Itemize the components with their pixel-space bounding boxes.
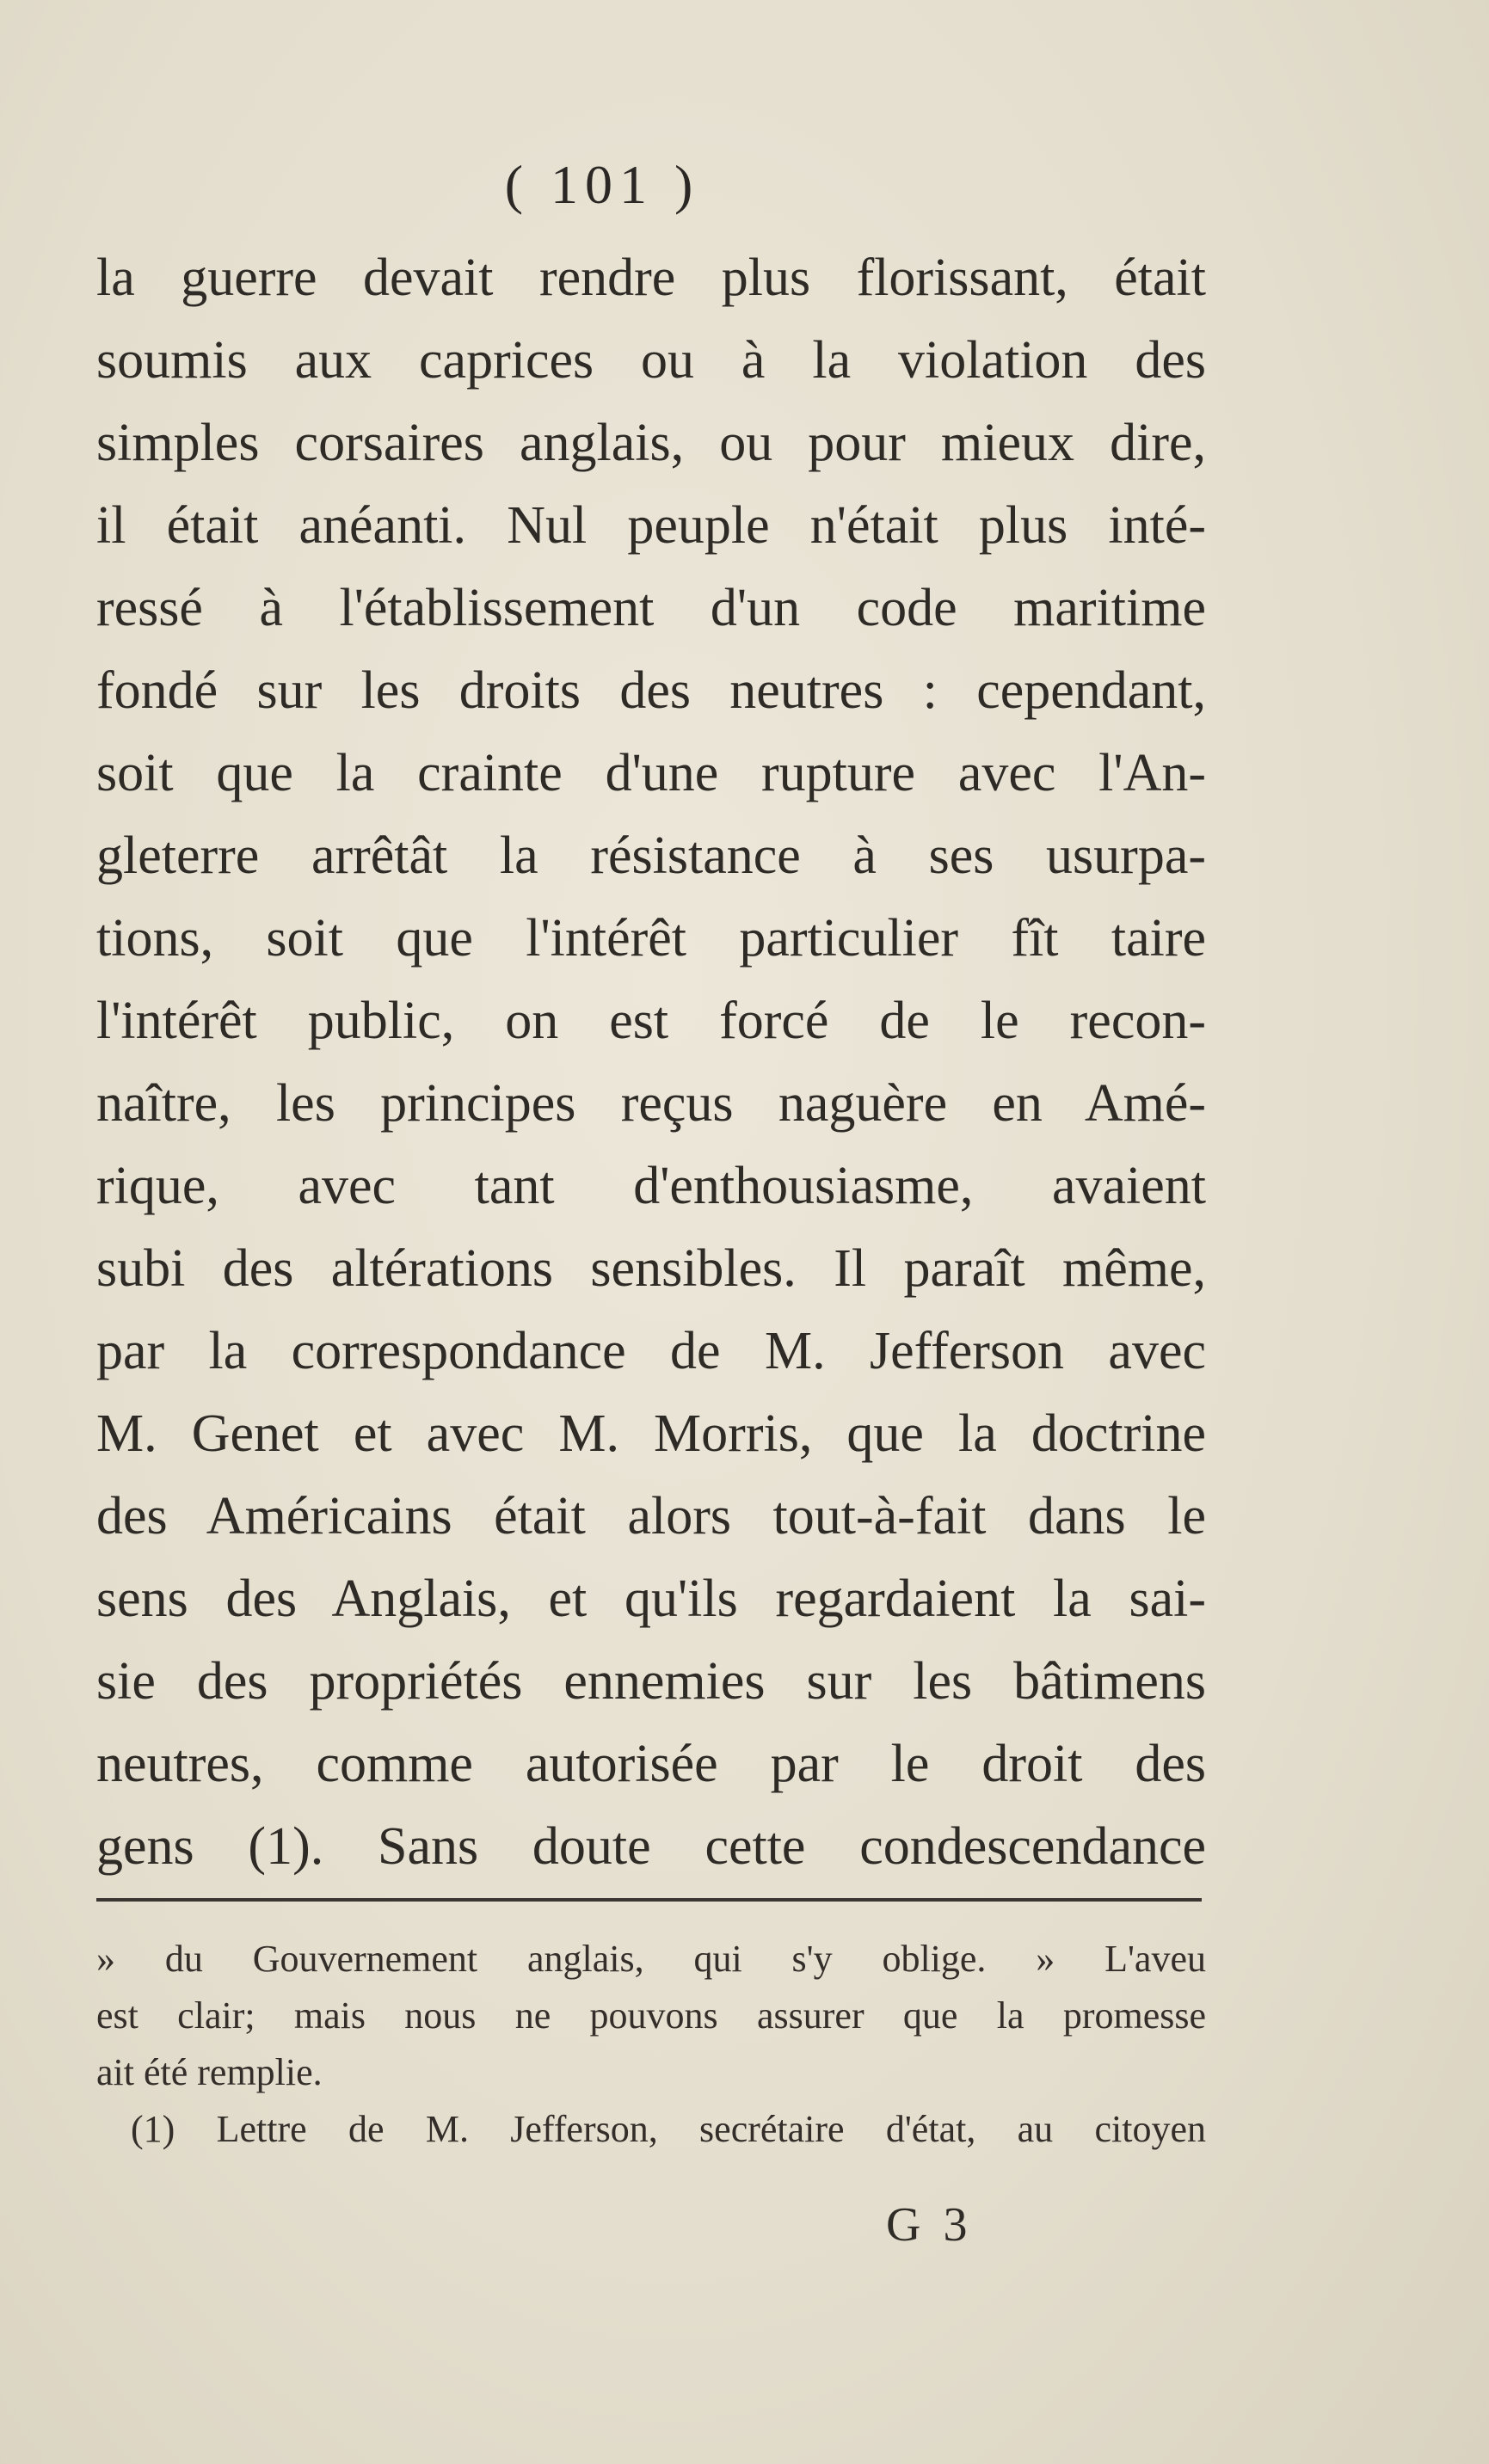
page-number-header: ( 101 ) [504, 154, 700, 215]
text-line: rique, avec tant d'enthousiasme, avaient [96, 1157, 1206, 1215]
text-line: des Américains était alors tout-à-fait dans le [96, 1487, 1206, 1545]
text-line: ressé à l'établissement d'un code maritime [96, 579, 1206, 637]
footnote-line: (1) Lettre de M. Jefferson, secrétaire d'état, au citoyen [131, 2108, 1206, 2150]
footnotes [96, 1931, 1206, 2158]
text-line: par la correspondance de M. Jefferson avec [96, 1322, 1206, 1380]
text-line: fondé sur les droits des neutres : cependant, [96, 661, 1206, 720]
text-line: soumis aux caprices ou à la violation des [96, 331, 1206, 390]
text-line: sie des propriétés ennemies sur les bâtimens [96, 1652, 1206, 1711]
text-line: naître, les principes reçus naguère en Amé- [96, 1074, 1206, 1133]
footnote-line: » du Gouvernement anglais, qui s'y oblige. » L'aveu [96, 1938, 1206, 1980]
text-line: subi des altérations sensibles. Il paraît même, [96, 1239, 1206, 1298]
text-line: la guerre devait rendre plus florissant, était [96, 249, 1206, 307]
text-line: neutres, comme autorisée par le droit des [96, 1735, 1206, 1793]
body-text [96, 237, 1206, 1888]
text-line: soit que la crainte d'une rupture avec l'An- [96, 744, 1206, 802]
text-line: sens des Anglais, et qu'ils regardaient la sai- [96, 1570, 1206, 1628]
text-line: simples corsaires anglais, ou pour mieux dire, [96, 414, 1206, 472]
text-line: gleterre arrêtât la résistance à ses usurpa- [96, 826, 1206, 885]
text-line: l'intérêt public, on est forcé de le recon- [96, 992, 1206, 1050]
text-line: gens (1). Sans doute cette condescendance [96, 1817, 1206, 1876]
text-line: M. Genet et avec M. Morris, que la doctrine [96, 1404, 1206, 1463]
footnote-line: ait été remplie. [96, 2051, 323, 2093]
text-line: tions, soit que l'intérêt particulier fît taire [96, 909, 1206, 968]
footnote-divider [96, 1898, 1202, 1902]
signature-mark: G 3 [886, 2198, 973, 2252]
text-line: il était anéanti. Nul peuple n'était plus inté- [96, 496, 1206, 555]
footnote-line: est clair; mais nous ne pouvons assurer que la promesse [96, 1994, 1206, 2037]
